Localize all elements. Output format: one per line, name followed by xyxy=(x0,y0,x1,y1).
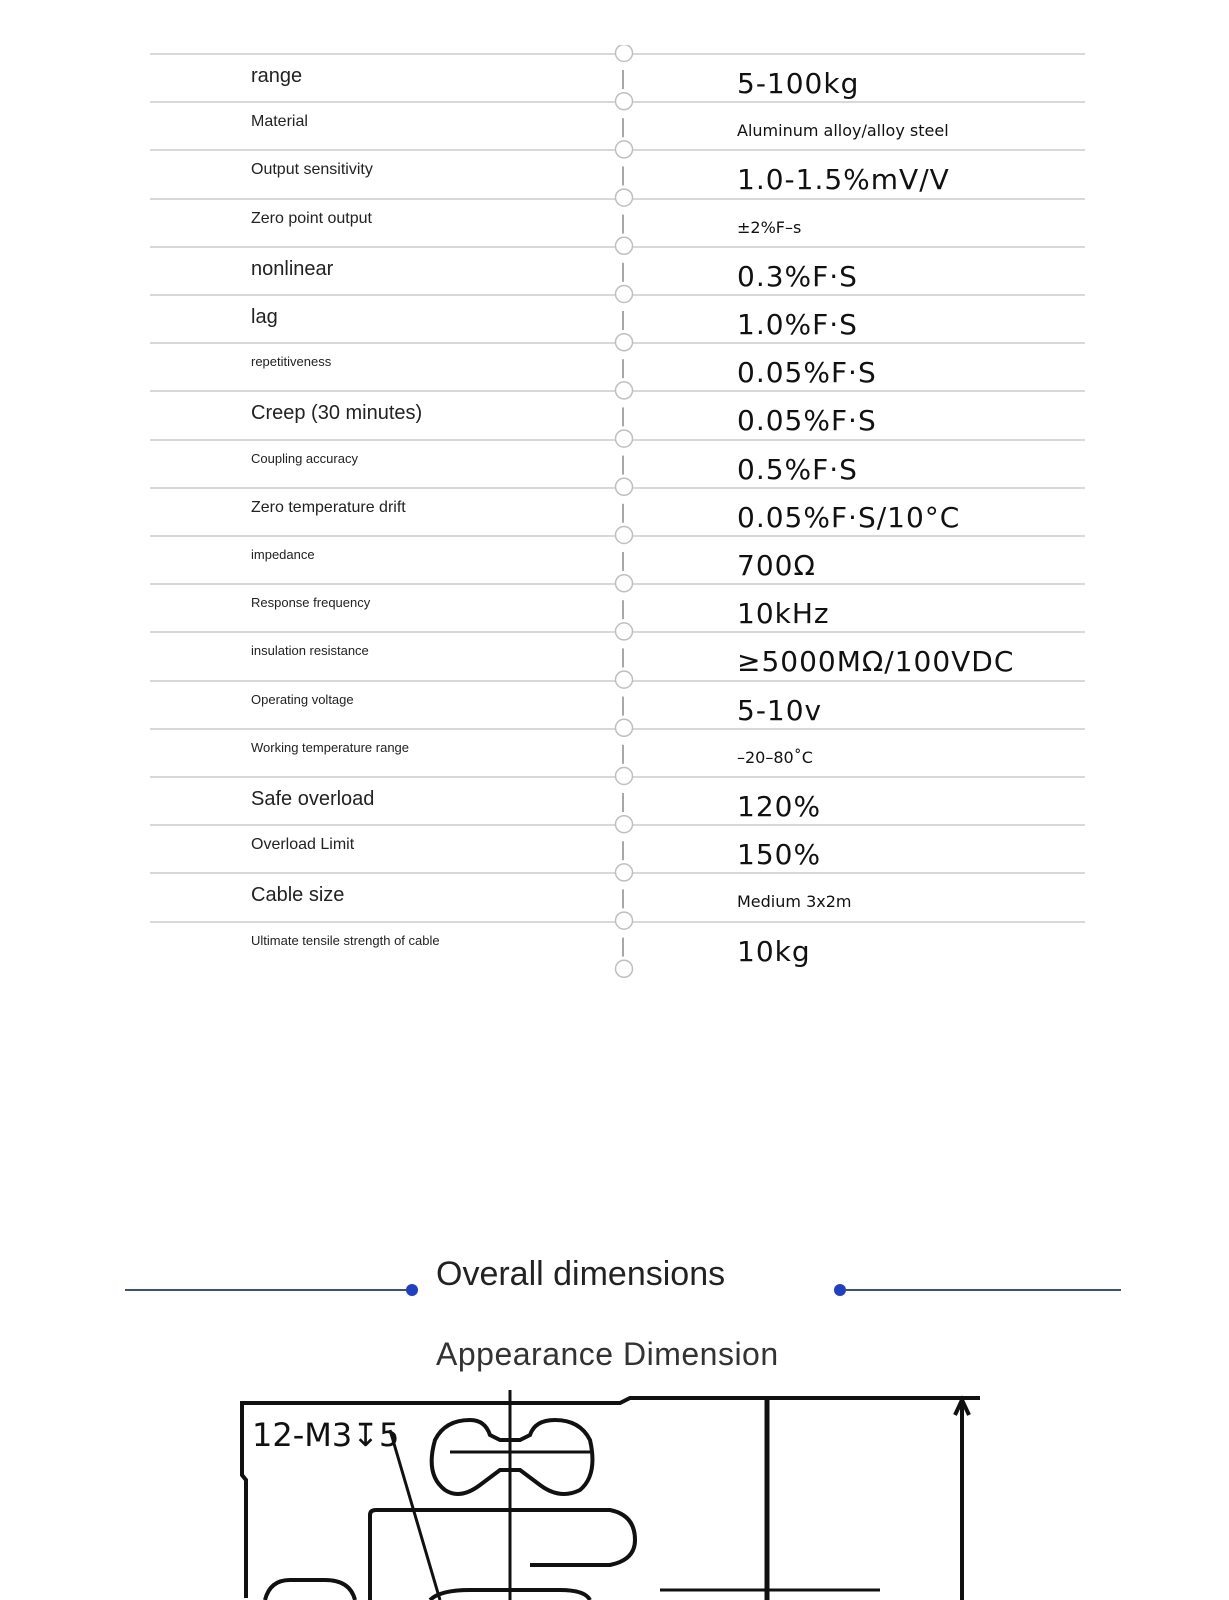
spec-value: –20–80˚C xyxy=(737,747,813,767)
section-dot-left xyxy=(406,1284,418,1296)
spec-label: repetitiveness xyxy=(251,354,332,370)
divider-circle xyxy=(616,286,633,303)
spec-label: insulation resistance xyxy=(251,643,369,659)
divider-circle xyxy=(616,237,633,254)
spec-value: 10kg xyxy=(737,934,811,968)
divider-circle xyxy=(616,671,633,688)
spec-value: ±2%F–s xyxy=(737,217,802,237)
spec-label: Coupling accuracy xyxy=(251,450,358,466)
divider-circle xyxy=(616,623,633,640)
divider-circle xyxy=(616,816,633,833)
spec-value: 120% xyxy=(737,790,822,823)
divider-circle xyxy=(616,575,633,592)
divider-circle xyxy=(616,45,633,62)
section-line-left xyxy=(125,1289,407,1291)
divider-circle xyxy=(616,478,633,495)
divider-circle xyxy=(616,334,633,351)
table-divider xyxy=(609,45,639,995)
spec-label: Overload Limit xyxy=(251,836,355,854)
spec-value: 1.0%F·S xyxy=(737,308,858,341)
section-line-right xyxy=(845,1289,1121,1291)
divider-circle xyxy=(616,93,633,110)
spec-value: ≥5000MΩ/100VDC xyxy=(737,645,1015,679)
spec-label: Output sensitivity xyxy=(251,161,373,179)
spec-label: Ultimate tensile strength of cable xyxy=(251,932,440,948)
spec-label: Material xyxy=(251,113,308,131)
spec-value: 0.05%F·S/10°C xyxy=(737,500,961,534)
divider-circle xyxy=(616,768,633,785)
divider-circle xyxy=(616,141,633,158)
spec-label: Response frequency xyxy=(251,595,371,611)
section-title: Overall dimensions xyxy=(436,1255,726,1293)
spec-value: 0.3%F·S xyxy=(737,259,858,293)
spec-label: Zero temperature drift xyxy=(251,498,406,516)
divider-circle xyxy=(616,382,633,399)
spec-value: Aluminum alloy/alloy steel xyxy=(737,121,949,141)
spec-label: Zero point output xyxy=(251,209,372,227)
divider-circle xyxy=(616,960,633,977)
spec-label: Operating voltage xyxy=(251,691,354,707)
divider-circle xyxy=(616,912,633,929)
spec-value: 5-100kg xyxy=(737,67,860,100)
spec-value: 0.5%F·S xyxy=(737,452,858,486)
spec-label: range xyxy=(251,65,303,87)
spec-value: 1.0-1.5%mV/V xyxy=(737,163,950,197)
spec-label: Cable size xyxy=(251,884,345,907)
spec-value: 5-10v xyxy=(737,693,823,727)
spec-label: lag xyxy=(251,306,278,328)
divider-circle xyxy=(616,527,633,544)
divider-circle xyxy=(616,430,633,447)
spec-label: nonlinear xyxy=(251,257,334,280)
spec-value: Medium 3x2m xyxy=(737,892,852,912)
spec-value: 10kHz xyxy=(737,597,830,631)
spec-label: Safe overload xyxy=(251,788,375,810)
dimension-drawing xyxy=(240,1390,980,1600)
section-subtitle: Appearance Dimension xyxy=(436,1336,779,1372)
spec-value: 700Ω xyxy=(737,549,816,582)
spec-label: impedance xyxy=(251,547,315,562)
thread-label: 12-M3↧5 xyxy=(252,1416,400,1454)
divider-circle xyxy=(616,864,633,881)
spec-label: Creep (30 minutes) xyxy=(251,402,423,425)
divider-circle xyxy=(616,189,633,206)
spec-value: 150% xyxy=(737,838,822,872)
divider-circle xyxy=(616,719,633,736)
spec-value: 0.05%F·S xyxy=(737,404,877,438)
spec-value: 0.05%F·S xyxy=(737,356,877,390)
spec-label: Working temperature range xyxy=(251,739,410,755)
